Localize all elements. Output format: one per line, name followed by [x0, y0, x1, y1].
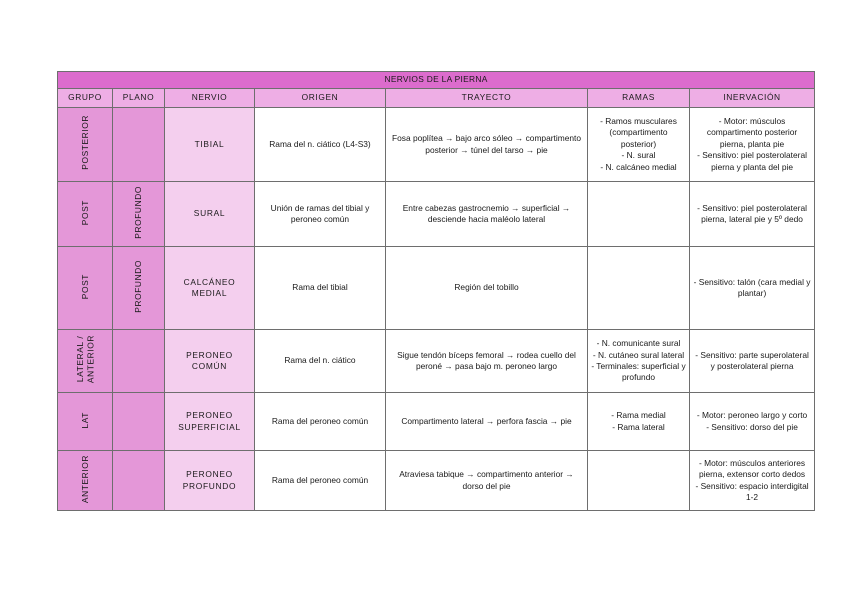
- path-cell: [386, 451, 588, 511]
- group-label: POST: [79, 199, 90, 225]
- innervation-item: - Sensitivo: piel posterolateral pierna y planta del pie: [697, 150, 807, 172]
- innervation-item: - Sensitivo: dorso del pie: [706, 421, 798, 432]
- innervation-cell: [690, 182, 815, 247]
- header-innervation: INERVACIÓN: [690, 89, 815, 108]
- nerve-cell: [165, 108, 255, 182]
- nerve-name: PERONEO COMÚN: [186, 349, 233, 371]
- path-cell: [386, 108, 588, 182]
- group-label: POSTERIOR: [79, 115, 90, 171]
- header-plane: PLANO: [113, 89, 165, 108]
- innervation-list: [693, 458, 811, 503]
- origin-cell: [255, 108, 386, 182]
- header-branches: RAMAS: [588, 89, 690, 108]
- branch-list: [591, 116, 686, 173]
- innervation-list: [693, 116, 811, 173]
- branch-item: - Rama medial: [611, 410, 666, 421]
- branch-item: - N. calcáneo medial: [600, 161, 677, 172]
- branch-item: - Rama lateral: [612, 421, 665, 432]
- header-origin: ORIGEN: [255, 89, 386, 108]
- innervation-list: [693, 203, 811, 226]
- origin-cell: [255, 182, 386, 247]
- branches-cell: [588, 182, 690, 247]
- table-title-row: [58, 72, 815, 89]
- origin-cell: [255, 451, 386, 511]
- innervation-list: [693, 350, 811, 373]
- nerve-cell: [165, 393, 255, 451]
- table-row: [58, 182, 815, 247]
- branch-item: - N. sural: [621, 150, 656, 161]
- branch-item: - N. cutáneo sural lateral: [592, 349, 685, 360]
- nerve-name: SURAL: [193, 208, 226, 219]
- branch-list: [591, 410, 686, 433]
- innervation-item: - Sensitivo: talón (cara medial y plantar): [693, 276, 811, 298]
- innervation-cell: [690, 108, 815, 182]
- group-label: ANTERIOR: [79, 454, 90, 503]
- nerve-cell: [165, 330, 255, 393]
- path-text: Sigue tendón bíceps femoral → rodea cuello del peroné → pasa bajo m. peroneo largo: [397, 349, 576, 371]
- header-nerve: NERVIO: [165, 89, 255, 108]
- nerve-name: TIBIAL: [194, 138, 225, 149]
- table-row: [58, 330, 815, 393]
- innervation-item: - Sensitivo: piel posterolateral pierna, lateral pie y 5º dedo: [697, 202, 807, 224]
- innervation-cell: [690, 247, 815, 330]
- path-text: Compartimento lateral → perfora fascia → pie: [401, 415, 572, 426]
- plane-cell: [113, 108, 165, 182]
- plane-cell: [113, 451, 165, 511]
- branch-item: - Terminales: superficial y profundo: [591, 361, 686, 383]
- branch-item: - N. comunicante sural: [596, 338, 681, 349]
- nerve-cell: [165, 182, 255, 247]
- nerve-name: PERONEO SUPERFICIAL: [178, 410, 241, 432]
- branches-cell: [588, 393, 690, 451]
- nerve-cell: [165, 451, 255, 511]
- innervation-cell: [690, 451, 815, 511]
- table-row: [58, 108, 815, 182]
- innervation-list: [693, 410, 811, 433]
- path-cell: [386, 247, 588, 330]
- innervation-list: [693, 277, 811, 300]
- origin-text: Rama del n. ciático: [284, 355, 356, 366]
- plane-label: PROFUNDO: [133, 259, 144, 313]
- origin-text: Rama del peroneo común: [271, 415, 369, 426]
- group-label: LAT: [79, 411, 90, 429]
- branches-cell: [588, 330, 690, 393]
- path-text: Atraviesa tabique → compartimento anterior → dorso del pie: [399, 469, 574, 491]
- plane-cell: [113, 393, 165, 451]
- innervation-item: - Motor: músculos anteriores pierna, extensor corto dedos: [698, 457, 806, 480]
- origin-cell: [255, 393, 386, 451]
- table-row: [58, 451, 815, 511]
- nerves-table: [57, 71, 815, 511]
- group-cell: [58, 451, 113, 511]
- path-text: Fosa poplítea → bajo arco sóleo → compartimento posterior → túnel del tarso → pie: [392, 133, 581, 155]
- table-title: NERVIOS DE LA PIERNA: [58, 72, 815, 89]
- plane-label: PROFUNDO: [133, 185, 144, 239]
- plane-cell: [113, 182, 165, 247]
- header-path: TRAYECTO: [386, 89, 588, 108]
- plane-cell: [113, 247, 165, 330]
- branches-cell: [588, 108, 690, 182]
- group-label: LATERAL / ANTERIOR: [74, 335, 95, 384]
- group-cell: [58, 182, 113, 247]
- origin-text: Rama del tibial: [292, 282, 348, 293]
- path-cell: [386, 330, 588, 393]
- path-text: Región del tobillo: [454, 282, 519, 293]
- group-cell: [58, 108, 113, 182]
- header-group: GRUPO: [58, 89, 113, 108]
- branches-cell: [588, 247, 690, 330]
- branches-cell: [588, 451, 690, 511]
- table-row: [58, 393, 815, 451]
- table-row: [58, 247, 815, 330]
- path-cell: [386, 182, 588, 247]
- origin-text: Rama del peroneo común: [271, 474, 369, 485]
- origin-cell: [255, 247, 386, 330]
- innervation-cell: [690, 393, 815, 451]
- nerve-name: PERONEO PROFUNDO: [182, 469, 237, 491]
- innervation-item: - Motor: músculos compartimento posterior pierna, planta pie: [706, 116, 798, 149]
- origin-text: Unión de ramas del tibial y peroneo común: [270, 202, 370, 224]
- group-cell: [58, 393, 113, 451]
- branch-list: [591, 338, 686, 383]
- group-label: POST: [79, 273, 90, 299]
- origin-text: Rama del n. ciático (L4-S3): [269, 138, 371, 149]
- innervation-item: - Motor: peroneo largo y corto: [696, 410, 808, 421]
- table-header-row: [58, 89, 815, 108]
- path-text: Entre cabezas gastrocnemio → superficial → desciende hacia maléolo lateral: [402, 202, 571, 224]
- group-cell: [58, 330, 113, 393]
- innervation-cell: [690, 330, 815, 393]
- group-cell: [58, 247, 113, 330]
- plane-cell: [113, 330, 165, 393]
- nerve-name: CALCÁNEO MEDIAL: [183, 276, 236, 298]
- innervation-item: - Sensitivo: espacio interdigital 1-2: [695, 480, 809, 502]
- origin-cell: [255, 330, 386, 393]
- nerve-cell: [165, 247, 255, 330]
- branch-item: - Ramos musculares (compartimento posterior): [600, 116, 677, 149]
- table-body: [58, 108, 815, 511]
- innervation-item: - Sensitivo: parte superolateral y posterolateral pierna: [695, 349, 809, 371]
- path-cell: [386, 393, 588, 451]
